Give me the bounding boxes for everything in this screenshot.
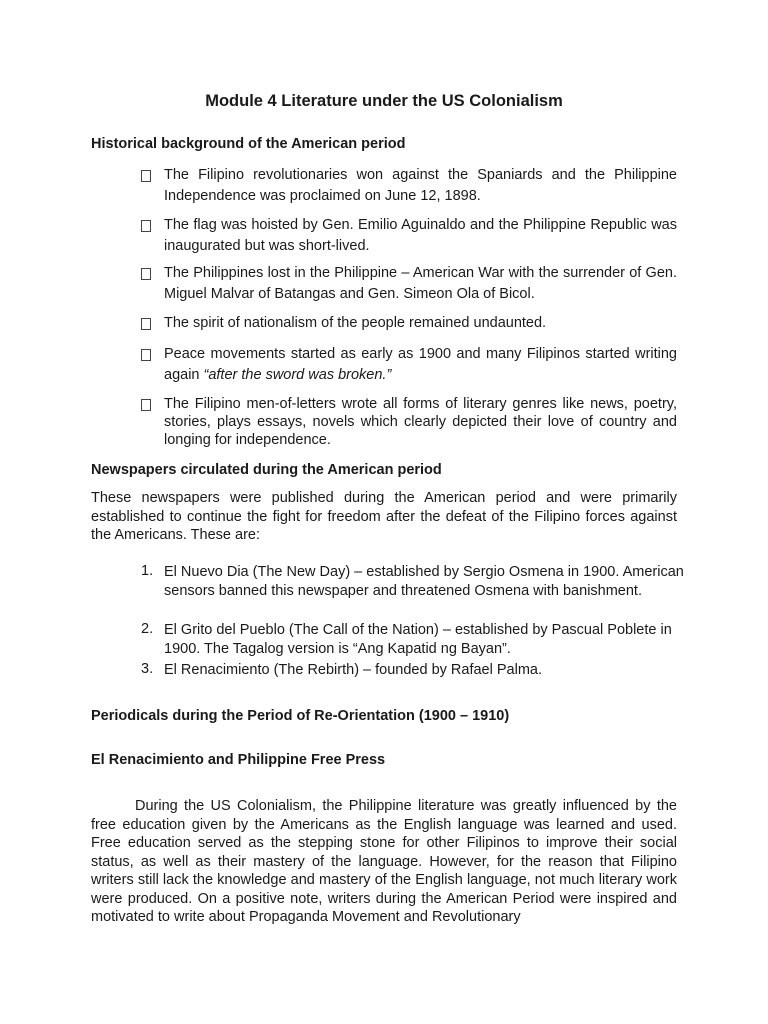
body-paragraph: [91, 797, 677, 927]
newspaper-list-item: El Nuevo Dia (The New Day) – established by Sergio Osmena in 1900. American sensors banned this newspaper and threatened Osmena with banishment.: [164, 564, 684, 599]
bullet-icon: [141, 318, 151, 330]
bullet-icon: [141, 268, 151, 280]
bullet-icon: [141, 349, 151, 361]
section-heading-periodicals: Periodicals during the Period of Re-Orientation (1900 – 1910): [91, 708, 510, 724]
newspaper-list-item: El Renacimiento (The Rebirth) – founded by Rafael Palma.: [164, 662, 542, 678]
bullet-item: The flag was hoisted by Gen. Emilio Aguinaldo and the Philippine Republic was inaugurated but was short-lived.: [164, 217, 677, 254]
newspapers-intro-paragraph: These newspapers were published during the American period and were primarily established to continue the fight for freedom after the defeat of the Filipino forces against the Americans. These are:: [91, 490, 677, 543]
newspaper-list-item: El Grito del Pueblo (The Call of the Nation) – established by Pascual Poblete in 1900. The Tagalog version is “Ang Kapatid ng Bayan”.: [164, 622, 672, 657]
bullet-item: [164, 344, 677, 386]
list-number: 2.: [141, 621, 154, 637]
bullet-item-quote: “after the sword was broken.”: [203, 367, 392, 383]
body-paragraph-text: During the US Colonialism, the Philippine literature was greatly influenced by the free education given by the Americans as the English language was learned and used. Free education served as the stepping stone for other Filipinos to improve their social status, as well as their mastery of the language. However, for the reason that Filipino writers still lack the knowledge and mastery of the English language, not much literary work were produced. On a positive note, writers during the American Period were inspired and motivated to write about Propaganda Movement and Revolutionary: [91, 798, 677, 925]
bullet-item: The Filipino men-of-letters wrote all forms of literary genres like news, poetry, stories, plays essays, novels which clearly depicted their love of country and longing for independence.: [164, 396, 677, 448]
bullet-icon: [141, 220, 151, 232]
bullet-item: The spirit of nationalism of the people remained undaunted.: [164, 315, 547, 331]
bullet-item: The Philippines lost in the Philippine – American War with the surrender of Gen. Miguel Malvar of Batangas and Gen. Simeon Ola of Bicol.: [164, 265, 677, 302]
section-heading-historical-background: Historical background of the American period: [91, 136, 406, 152]
list-number: 1.: [141, 563, 154, 579]
bullet-icon: [141, 399, 151, 411]
section-heading-newspapers: Newspapers circulated during the American period: [91, 462, 442, 478]
bullet-icon: [141, 170, 151, 182]
bullet-item-text: Peace movements started as early as 1900 and many Filipinos started writing again: [164, 346, 677, 383]
bullet-item: The Filipino revolutionaries won against the Spaniards and the Philippine Independence was proclaimed on June 12, 1898.: [164, 167, 677, 204]
list-number: 3.: [141, 661, 154, 677]
section-heading-renacimiento-free-press: El Renacimiento and Philippine Free Press: [91, 752, 386, 768]
document-title: Module 4 Literature under the US Colonialism: [205, 92, 563, 110]
